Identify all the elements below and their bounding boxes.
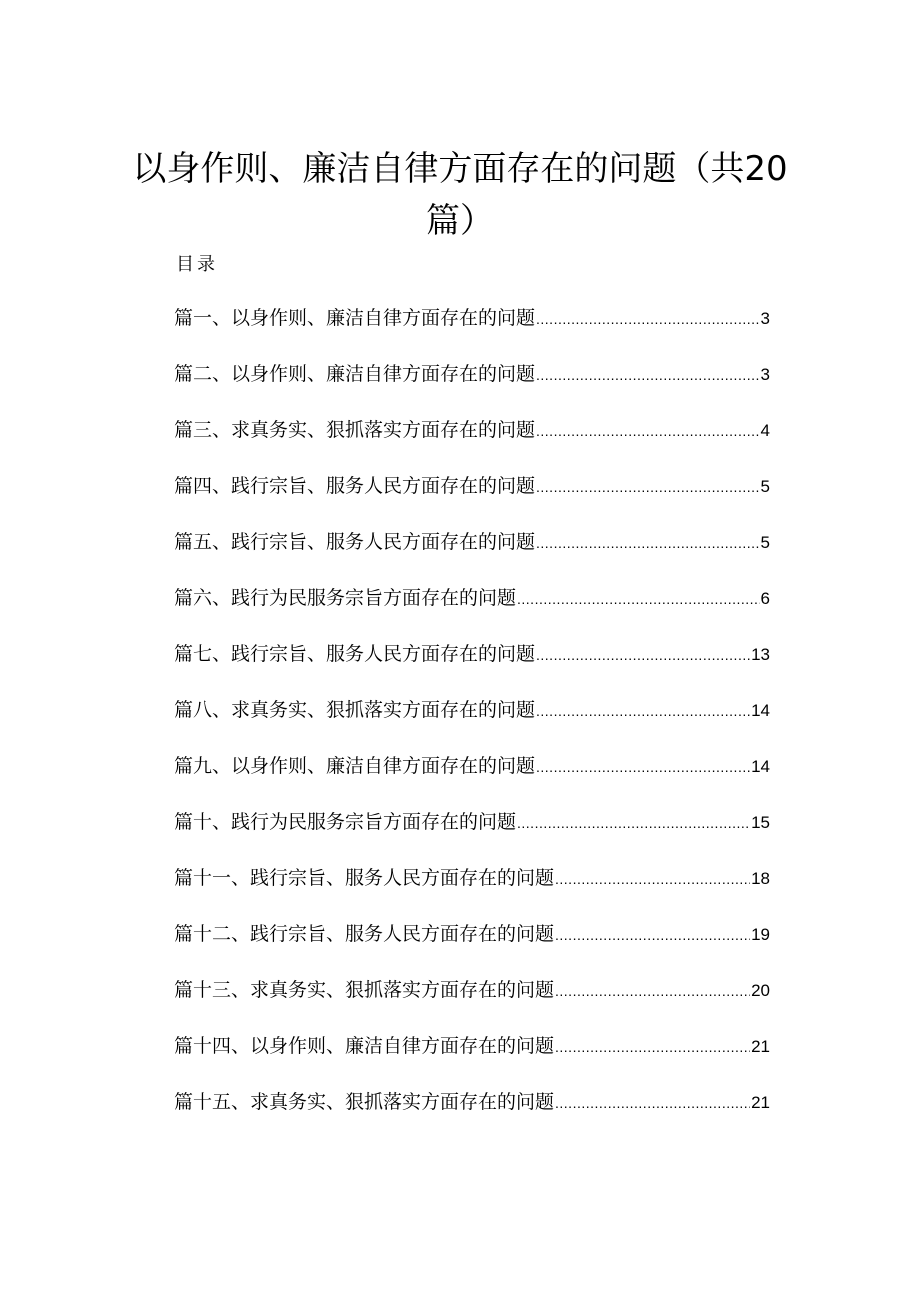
toc-entry[interactable] — [174, 863, 770, 919]
toc-dot-leader — [536, 360, 760, 390]
toc-entry-title: 篇四、践行宗旨、服务人民方面存在的问题 — [174, 475, 536, 497]
toc-dot-leader — [536, 304, 760, 334]
toc-entry-title: 篇七、践行宗旨、服务人民方面存在的问题 — [174, 643, 536, 665]
toc-entry-title: 篇十二、践行宗旨、服务人民方面存在的问题 — [174, 923, 555, 945]
toc-entry[interactable] — [174, 303, 770, 359]
toc-dot-leader — [536, 416, 760, 446]
toc-page-number: 5 — [760, 477, 770, 496]
toc-dot-leader — [555, 976, 750, 1006]
table-of-contents — [174, 303, 770, 1143]
toc-page-number: 14 — [751, 757, 770, 776]
toc-entry[interactable] — [174, 639, 770, 695]
toc-dot-leader — [555, 864, 750, 894]
toc-page-number: 19 — [751, 925, 770, 944]
toc-entry[interactable] — [174, 919, 770, 975]
toc-dot-leader — [517, 808, 750, 838]
toc-page-number: 21 — [751, 1037, 770, 1056]
toc-dot-leader — [536, 640, 750, 670]
toc-page-number: 5 — [760, 533, 770, 552]
toc-page-number: 18 — [751, 869, 770, 888]
toc-heading: 目录 — [176, 254, 218, 275]
toc-page-number: 21 — [751, 1093, 770, 1112]
toc-entry[interactable] — [174, 695, 770, 751]
toc-page-number: 20 — [751, 981, 770, 1000]
toc-entry-title: 篇五、践行宗旨、服务人民方面存在的问题 — [174, 531, 536, 553]
toc-dot-leader — [536, 528, 760, 558]
toc-page-number: 6 — [760, 589, 770, 608]
toc-entry-title: 篇九、以身作则、廉洁自律方面存在的问题 — [174, 755, 536, 777]
toc-entry[interactable] — [174, 415, 770, 471]
toc-entry-title: 篇八、求真务实、狠抓落实方面存在的问题 — [174, 699, 536, 721]
toc-entry[interactable] — [174, 807, 770, 863]
document-title: 以身作则、廉洁自律方面存在的问题（共20篇） — [132, 148, 788, 241]
toc-entry-title: 篇二、以身作则、廉洁自律方面存在的问题 — [174, 363, 536, 385]
toc-page-number: 3 — [760, 365, 770, 384]
toc-dot-leader — [536, 472, 760, 502]
toc-page-number: 14 — [751, 701, 770, 720]
toc-page-number: 15 — [751, 813, 770, 832]
toc-dot-leader — [517, 584, 760, 614]
toc-entry-title: 篇十四、以身作则、廉洁自律方面存在的问题 — [174, 1035, 555, 1057]
toc-dot-leader — [555, 1088, 750, 1118]
toc-dot-leader — [555, 1032, 750, 1062]
toc-entry[interactable] — [174, 359, 770, 415]
toc-entry[interactable] — [174, 583, 770, 639]
toc-entry[interactable] — [174, 1087, 770, 1143]
toc-entry-title: 篇十五、求真务实、狠抓落实方面存在的问题 — [174, 1091, 555, 1113]
toc-entry[interactable] — [174, 471, 770, 527]
toc-dot-leader — [555, 920, 750, 950]
toc-entry[interactable] — [174, 527, 770, 583]
toc-entry[interactable] — [174, 1031, 770, 1087]
toc-entry-title: 篇三、求真务实、狠抓落实方面存在的问题 — [174, 419, 536, 441]
toc-entry-title: 篇十一、践行宗旨、服务人民方面存在的问题 — [174, 867, 555, 889]
toc-entry[interactable] — [174, 975, 770, 1031]
toc-entry[interactable] — [174, 751, 770, 807]
toc-dot-leader — [536, 752, 750, 782]
toc-dot-leader — [536, 696, 750, 726]
toc-entry-title: 篇十三、求真务实、狠抓落实方面存在的问题 — [174, 979, 555, 1001]
toc-page-number: 13 — [751, 645, 770, 664]
toc-entry-title: 篇六、践行为民服务宗旨方面存在的问题 — [174, 587, 517, 609]
toc-entry-title: 篇十、践行为民服务宗旨方面存在的问题 — [174, 811, 517, 833]
toc-entry-title: 篇一、以身作则、廉洁自律方面存在的问题 — [174, 307, 536, 329]
toc-page-number: 4 — [760, 421, 770, 440]
toc-page-number: 3 — [760, 309, 770, 328]
